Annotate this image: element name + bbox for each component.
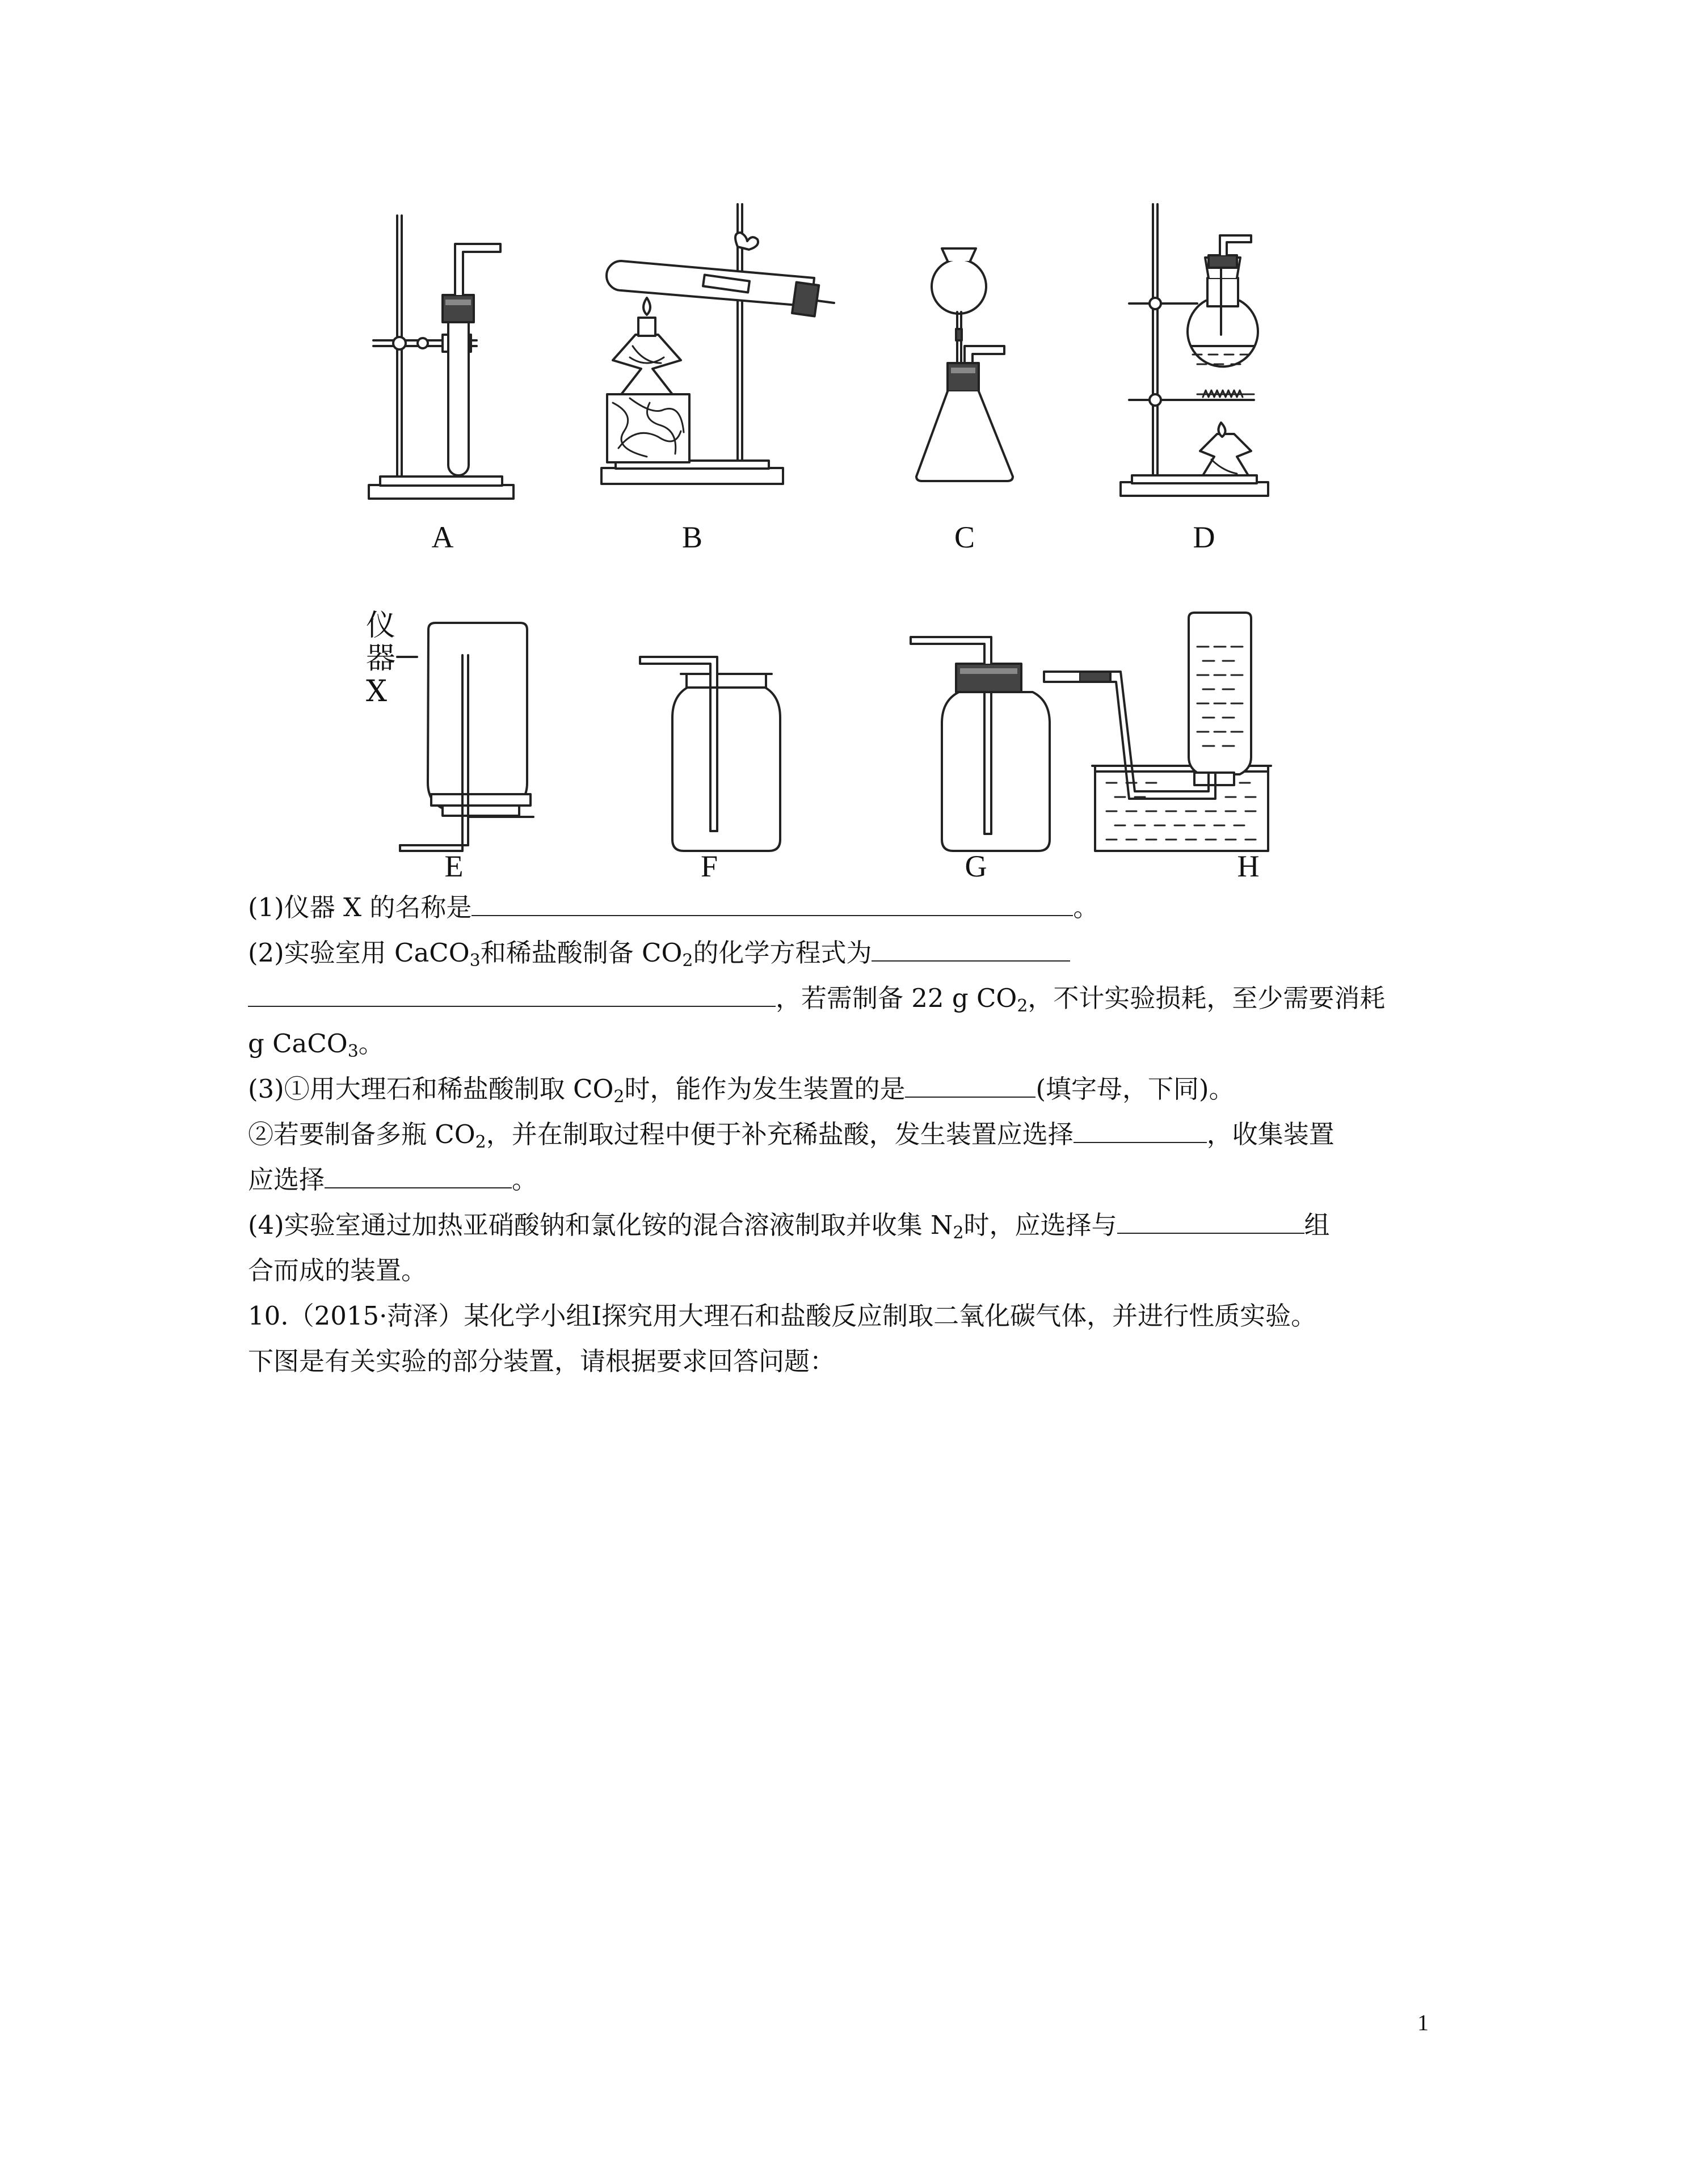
question-4-line-1: (4)实验室通过加热亚硝酸钠和氯化铵的混合溶液制取并收集 $N_2$时，应选择与 组 [248,1210,1330,1243]
svg-text:F: F [700,849,718,879]
svg-text:仪: 仪 [366,609,396,643]
apparatus-g [911,637,1050,851]
svg-text:D: D [1193,520,1215,554]
apparatus-f [640,657,780,851]
question-1: (1)仪器 X 的名称是 。 [248,892,1099,922]
question-3-3: 应选择 。 [248,1165,538,1195]
page-number: 1 [1417,2010,1429,2035]
answer-blank-3b[interactable] [1074,1120,1207,1143]
svg-text:G: G [965,849,987,879]
question-4-line-2: 合而成的装置。 [248,1255,427,1285]
question-2-line-1: (2)实验室用 CaCO$_3$和稀盐酸制备 $CO_2$的化学方程式为 [248,930,1451,976]
svg-text:H: H [1237,849,1260,879]
apparatus-c [916,248,1013,481]
question-3-2: ②若要制备多瓶 $CO_2$，并在制取过程中便于补充稀盐酸，发生装置应选择 ，收集装置 [248,1119,1335,1152]
svg-text:B: B [681,520,703,554]
question-2-line-2: ，若需制备 22 g $CO_2$，不计实验损耗，至少需要消耗 [248,976,1451,1021]
svg-text:器: 器 [366,642,396,676]
svg-text:E: E [444,849,464,879]
answer-blank-2b[interactable] [248,984,776,1007]
svg-text:C: C [954,520,975,554]
apparatus-b [601,204,834,484]
apparatus-e [366,609,533,851]
question-10-line-2: 下图是有关实验的部分装置，请根据要求回答问题： [248,1346,836,1376]
question-10-line-1: 10.（2015·菏泽）某化学小组Ⅰ探究用大理石和盐酸反应制取二氧化碳气体，并进行性质实验。 [248,1301,1317,1331]
svg-text:A: A [431,520,454,554]
answer-blank-4[interactable] [1117,1211,1304,1234]
apparatus-h [1044,613,1271,851]
apparatus-d [1121,204,1268,496]
answer-blank-1[interactable] [472,893,1073,916]
svg-text:X: X [366,674,388,709]
question-2-line-3: g CaCO$_3$。 [248,1028,384,1061]
answer-blank-3a[interactable] [905,1075,1035,1098]
answer-blank-3c[interactable] [325,1166,512,1188]
apparatus-a [369,216,513,499]
answer-blank-2a[interactable] [872,939,1070,962]
question-3-1: (3)①用大理石和稀盐酸制取 $CO_2$时，能作为发生装置的是 (填字母，下同)。 [248,1074,1235,1107]
apparatus-figure [363,199,1322,879]
